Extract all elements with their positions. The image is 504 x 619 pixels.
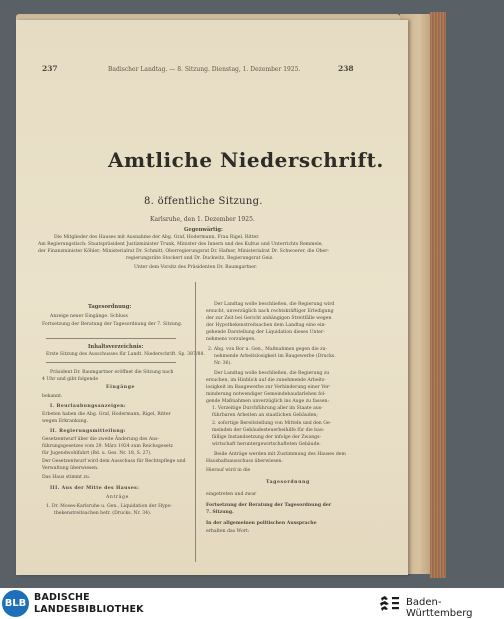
right-line: nehmens vorzulegen. [206,337,256,342]
left-page-number: 237 [42,64,58,73]
announce-text: bekannt. [42,394,63,399]
right-line: meinden der Gebäudesteuerbeihilfe für die bau- [212,428,325,433]
agenda-item: Anzeige neuer Eingänge. Schluss [50,314,128,319]
presence-line: Die Mitglieder des Hauses mit Ausnahme der Abg. Graf, Hodermann, Frau Rigel, Ritter. [54,235,260,240]
section-line: für Jugendwohlfahrt (Bd. u. Ges. Nr. 18, S. 27). [42,451,152,456]
continuation-heading: Fortsetzung der Beratung der Tagesordnung der [206,503,332,508]
right-page-number: 238 [338,64,354,73]
right-line: fällige Instandsetzung der infolge der Zwangs- [212,435,322,440]
state-coat-of-arms-icon [378,594,402,614]
right-line: erhalten das Wort: [206,529,250,534]
opening-line: Präsident Dr. Baumgartner eröffnet die Sitzung nach [50,370,174,375]
right-line: eingetreten und zwar [206,492,257,497]
right-line: Beide Anträge werden mit Zustimmung des Hauses dem [214,452,346,457]
document-page [16,20,408,575]
right-line: 2. sofortige Bereitstellung von Mitteln und den Ge- [212,421,332,426]
blb-logo-icon[interactable]: BLB [2,590,29,617]
footer-bar [0,588,504,619]
session-title: 8. öffentliche Sitzung. [144,196,263,207]
right-line: der Hypothekenstreitsachen dem Landtag eine ein- [206,323,326,328]
right-line: Nr. 36). [214,361,232,366]
running-title: Badischer Landtag. — 8. Sitzung. Dienstag, 1. Dezember 1925. [108,66,301,73]
book-spine-edge [430,12,446,578]
section-heading: I. Beurlaubungsanzeigen: [50,404,127,409]
section-line: Das Haus stimmt zu. [42,475,91,480]
presence-line: der Finanzminister Köhler; Ministerialrat Dr. Schmitt, Oberregierungsrat Dr. Hafner, Ministerialrat Dr. Schwoerer, die Ober- [38,249,330,254]
right-line: 2. Abg. von Bor u. Gen., Maßnahmen gegen die zu- [208,347,328,352]
presence-line: Am Regierungstisch: Staatspräsident Justizminister Trunk, Minister des Innern und des Kultus und Unterrichts Remmele, [38,242,323,247]
right-line: wirtschaft heruntergewirtschafteten Gebäude. [212,442,321,447]
presence-line: Unter dem Vorsitz des Präsidenten Dr. Baumgartner. [134,265,258,270]
section-line: thekenstreitsachen betr. (Drucks. Nr. 34). [54,511,152,516]
continuation-heading: 7. Sitzung. [206,510,234,515]
section-line: Verwaltung überwiesen. [42,466,99,471]
right-line: losigkeit im Baugewerbe zur Verhinderung einer Ver- [206,385,331,390]
right-line: gende Maßnahmen unverzüglich ins Auge zu fassen: [206,399,329,404]
right-line: Hierauf wird in die [206,468,251,473]
library-name-line2: LANDESBIBLIOTHEK [34,604,144,615]
section-line: Erbeten haben die Abg. Graf, Hodermann, Rigel, Ritter [42,412,171,417]
presence-line: regierungsräte Stockert und Dr. Duckwitz, Regierungsrat Geiz. [126,256,274,261]
right-line: Der Landtag wolle beschließen, die Regierung zu [214,371,330,376]
right-line: Haushaltsausschuss überwiesen. [206,459,283,464]
right-line: der zur Zeit bei Gericht anhängigen Streitfälle wegen [206,316,332,321]
motions-heading: Anträge [106,495,129,500]
debate-heading: In der allgemeinen politischen Aussprache [206,521,317,526]
library-name-line1: BADISCHE [34,592,90,603]
section-heading: II. Regierungsmitteilung: [50,429,126,434]
right-line: nehmende Arbeitslosigkeit im Baugewerbe (Drucks. [214,354,336,359]
section-line: führungsgesetzes vom 29. März 1924 zum Reichsgesetz [42,444,173,449]
right-line: minderung notwendiger Gemeindebaudarlehen fol- [206,392,326,397]
contents-heading: Inhaltsverzeichnis: [88,344,144,350]
agenda-heading: Tagesordnung: [88,304,132,310]
presence-heading: Gegenwärtig: [184,227,223,233]
right-line: 1. Vorzeitige Durchführung aller im Staate aus- [212,406,323,411]
right-line: ersuchen, im Hinblick auf die zunehmende Arbeits- [206,378,326,383]
opening-line: 4 Uhr und gibt folgende [42,377,99,382]
contents-line: Erste Sitzung des Ausschusses für Landt. Niederschrift. Sp. 387/88. [46,352,205,357]
right-line: führbaren Arbeiten an staatlichen Gebäuden; [212,413,318,418]
agenda-subheading: Tagesordnung [266,480,310,485]
agenda-item: Fortsetzung der Beratung der Tagesordnung der 7. Sitzung. [42,322,183,327]
receipts-heading: Eingänge [106,385,136,390]
right-line: ersucht, unverzüglich nach rechtskräftiger Erledigung [206,309,334,314]
section-line: 1. Dr. Moses-Karlsruhe u. Gen., Liquidation der Hypo- [46,504,172,509]
document-title: Amtliche Niederschrift. [108,148,384,172]
section-line: Gesetzentwurf über die zweite Änderung des Aus- [42,437,160,442]
divider [46,362,176,363]
right-line: Der Landtag wolle beschließen, die Regierung wird [214,302,335,307]
section-heading: III. Aus der Mitte des Hauses: [50,486,140,491]
state-name[interactable]: Baden-Württemberg [406,597,473,619]
right-line: gehende Darstellung der Liquidation dieses Unter- [206,330,325,335]
divider [46,338,176,339]
dateline: Karlsruhe, den 1. Dezember 1925. [150,216,255,223]
column-divider [195,282,196,562]
section-line: Der Gesetzentwurf wird dem Ausschuss für Rechtspflege und [42,459,186,464]
section-line: wegen Erkrankung. [42,419,89,424]
